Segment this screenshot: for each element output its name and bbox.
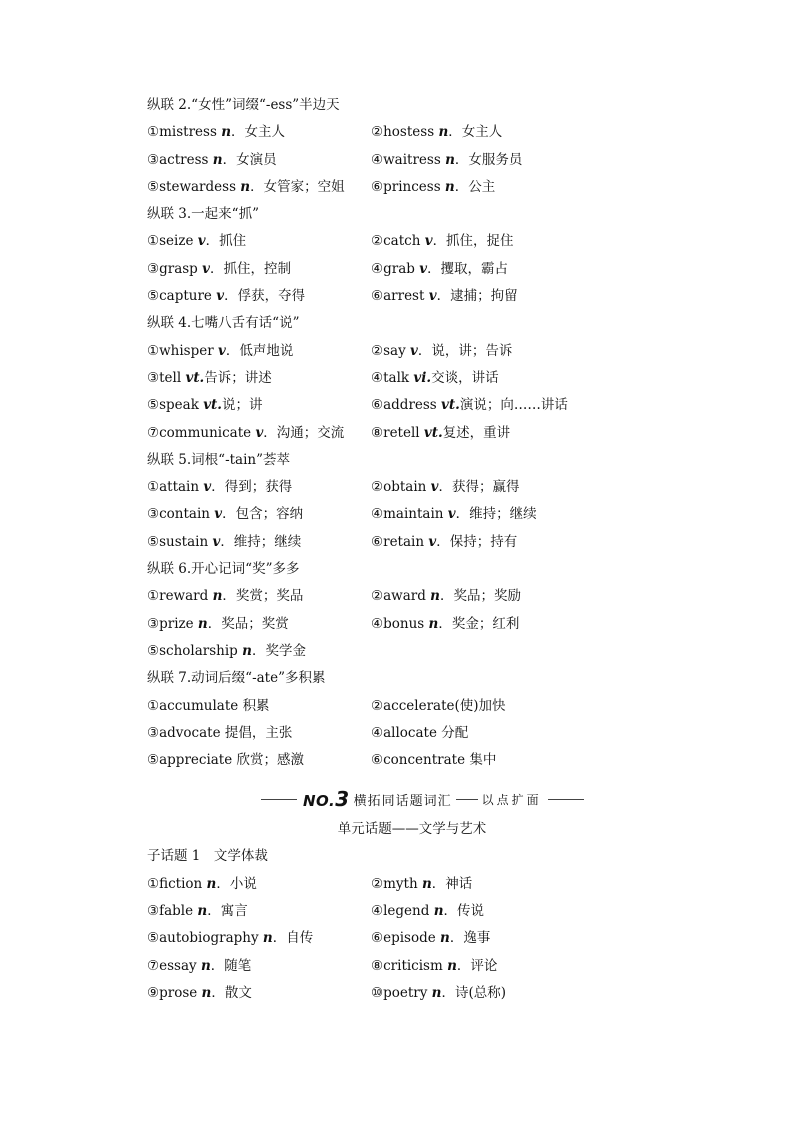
vocab-item: ①fiction n．小说 xyxy=(147,875,257,892)
group-heading: 纵联 4.七嘴八舌有话“说” xyxy=(147,315,300,332)
vocab-item: ⑤stewardess n．女管家；空姐 xyxy=(147,178,345,195)
section-banner xyxy=(147,782,647,816)
vocab-item: ①seize v．抓住 xyxy=(147,233,247,250)
vocab-item: ③advocate 提倡，主张 xyxy=(147,724,293,741)
vocab-item: ⑤sustain v．维持；继续 xyxy=(147,533,302,550)
vocab-item: ⑥address vt.演说；向……讲话 xyxy=(371,397,568,414)
section-subtitle: 以点扩面 xyxy=(481,792,542,807)
vocab-item: ①attain v．得到；获得 xyxy=(147,479,293,496)
vocab-item: ①accumulate 积累 xyxy=(147,697,270,714)
vocab-row xyxy=(147,174,647,201)
section-number: NO.3 xyxy=(303,787,350,812)
banner-left-rule xyxy=(261,799,297,800)
vocab-item: ②hostess n．女主人 xyxy=(371,124,503,141)
vocab-item: ④grab v．攫取，霸占 xyxy=(371,260,509,277)
vocab-item: ①reward n．奖赏；奖品 xyxy=(147,588,304,605)
vocab-item: ⑧criticism n．评论 xyxy=(371,957,498,974)
vocab-item: ③actress n．女演员 xyxy=(147,151,277,168)
vocab-row xyxy=(147,529,647,556)
banner-mid-rule xyxy=(456,799,478,800)
vocab-row xyxy=(147,925,647,952)
vocab-row xyxy=(147,871,647,898)
group-heading: 纵联 6.开心记词“奖”多多 xyxy=(147,561,300,578)
vocab-item: ②obtain v．获得；赢得 xyxy=(371,479,520,496)
vocab-item: ③contain v．包含；容纳 xyxy=(147,506,304,523)
vocab-row xyxy=(147,338,647,365)
vocab-item: ④maintain v．维持；继续 xyxy=(371,506,537,523)
vocab-item: ⑨prose n．散文 xyxy=(147,984,252,1001)
vocab-item: ⑤autobiography n．自传 xyxy=(147,930,314,947)
vocab-item: ⑤appreciate 欣赏；感激 xyxy=(147,752,305,769)
vocab-item: ④waitress n．女服务员 xyxy=(371,151,523,168)
vocab-item: ⑧retell vt.复述，重讲 xyxy=(371,424,511,441)
section-banner-content xyxy=(255,782,590,816)
vocab-item: ③prize n．奖品；奖赏 xyxy=(147,615,289,632)
vocab-row xyxy=(147,228,647,255)
vocab-item: ⑥princess n．公主 xyxy=(371,178,496,195)
vocab-row xyxy=(147,501,647,528)
banner-right-rule xyxy=(548,799,584,800)
vocab-item: ⑥concentrate 集中 xyxy=(371,752,497,769)
vocab-row xyxy=(147,365,647,392)
vocab-item: ⑥arrest v．逮捕；拘留 xyxy=(371,288,518,305)
vocab-row xyxy=(147,583,647,610)
vocab-item: ②say v．说，讲；告诉 xyxy=(371,342,513,359)
vocab-item: ⑤capture v．俘获，夺得 xyxy=(147,288,306,305)
vocab-row xyxy=(147,256,647,283)
vocab-item: ①mistress n．女主人 xyxy=(147,124,286,141)
vocab-item: ④talk vi.交谈，讲话 xyxy=(371,369,499,386)
vocab-item: ④legend n．传说 xyxy=(371,903,485,920)
subtopic-heading: 子话题 1 文学体裁 xyxy=(147,848,268,865)
vocab-row xyxy=(147,980,647,1007)
vocab-item: ⑤scholarship n．奖学金 xyxy=(147,642,306,659)
group-heading: 纵联 7.动词后缀“-ate”多积累 xyxy=(147,670,326,687)
vocab-item: ⑤speak vt.说；讲 xyxy=(147,397,263,414)
vocab-item: ⑦essay n．随笔 xyxy=(147,957,252,974)
group-heading: 纵联 3.一起来“抓” xyxy=(147,206,259,223)
vocab-item: ②myth n．神话 xyxy=(371,875,473,892)
vocab-item: ⑥episode n．逸事 xyxy=(371,930,491,947)
vocab-row xyxy=(147,953,647,980)
vocab-row xyxy=(147,283,647,310)
vocab-row xyxy=(147,119,647,146)
group-heading: 纵联 2.“女性”词缀“-ess”半边天 xyxy=(147,97,340,113)
vocab-item: ②catch v．抓住，捉住 xyxy=(371,233,514,250)
vocab-item: ②accelerate(使)加快 xyxy=(371,697,506,714)
vocab-item: ③tell vt.告诉；讲述 xyxy=(147,369,272,386)
vocab-item: ⑥retain v．保持；持有 xyxy=(371,533,518,550)
vocab-item: ③fable n．寓言 xyxy=(147,903,248,920)
vocab-row xyxy=(147,720,647,747)
vocab-item: ④allocate 分配 xyxy=(371,724,469,741)
vocab-item: ②award n．奖品；奖励 xyxy=(371,588,521,605)
section-title: 横拓同话题词汇 xyxy=(353,793,452,809)
unit-topic-title: 单元话题——文学与艺术 xyxy=(337,821,487,838)
group-heading: 纵联 5.词根“-tain”荟萃 xyxy=(147,451,291,468)
vocab-item: ①whisper v．低声地说 xyxy=(147,342,294,359)
vocab-item: ⑦communicate v．沟通；交流 xyxy=(147,424,345,441)
vocab-row xyxy=(147,392,647,419)
vocabulary-page xyxy=(147,92,647,1007)
vocab-item: ③grasp v．抓住，控制 xyxy=(147,260,291,277)
vocab-row xyxy=(147,420,647,447)
vocab-row xyxy=(147,693,647,720)
vocab-row xyxy=(147,898,647,925)
vocab-item: ⑩poetry n．诗(总称) xyxy=(371,984,507,1001)
vocab-row xyxy=(147,611,647,638)
vocab-row xyxy=(147,638,647,665)
vocab-row xyxy=(147,747,647,774)
vocab-row xyxy=(147,474,647,501)
vocab-row xyxy=(147,147,647,174)
vocab-item: ④bonus n．奖金；红利 xyxy=(371,615,520,632)
